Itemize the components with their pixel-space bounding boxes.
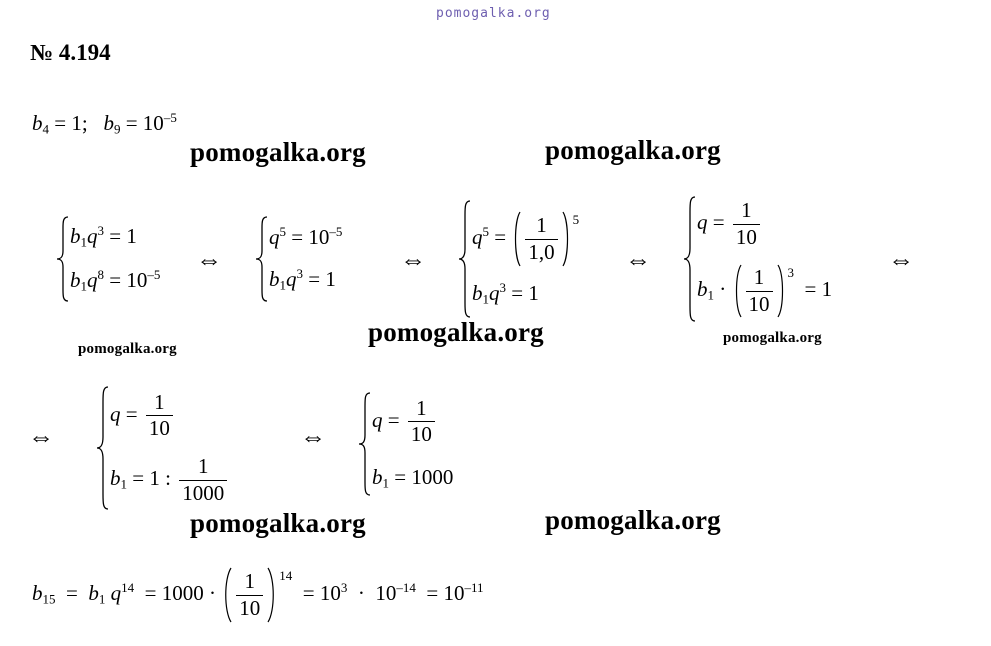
b-subscript: 1 [482, 291, 490, 307]
parenthesized-fraction [221, 566, 292, 624]
fraction-numerator: 1 [197, 454, 209, 478]
equation-row [110, 391, 230, 441]
equation-right: = 10 [109, 268, 148, 293]
fraction-denominator: 10 [236, 595, 263, 621]
q-symbol: q [110, 401, 121, 426]
q-symbol: q [87, 224, 98, 249]
b-index-4: 4 [42, 121, 50, 137]
fraction-numerator: 1 [753, 265, 765, 289]
fraction-denominator: 10 [733, 224, 760, 250]
b-subscript: 1 [80, 278, 88, 294]
q-exponent: 5 [279, 224, 287, 240]
fraction [733, 199, 760, 249]
given-line [32, 110, 177, 138]
power-exponent: 3 [787, 265, 795, 281]
fraction-numerator: 1 [741, 197, 752, 222]
b-symbol: b [70, 224, 81, 249]
equation-right: = 1 [109, 224, 137, 249]
left-paren-icon [221, 566, 233, 624]
system-rows [70, 223, 160, 294]
ten-power-3: = 10 [302, 580, 341, 605]
system-step-3 [458, 200, 579, 318]
exponent-minus-14: –14 [396, 579, 416, 595]
watermark: pomogalka.org [545, 505, 721, 535]
equivalence-symbol: ⇔ [400, 245, 426, 274]
equation-equals: = [387, 407, 400, 432]
equation-row [472, 280, 579, 308]
equation-row [70, 267, 160, 295]
equation-row [70, 223, 160, 251]
b-symbol-2: b [103, 111, 114, 136]
fraction-denominator: 10 [408, 421, 435, 447]
ten-power-minus14: 10 [375, 580, 397, 605]
system-rows [110, 391, 230, 505]
equals-sign: = [66, 580, 78, 605]
q-exponent: 3 [296, 266, 304, 282]
multiply-1000: = 1000 · [144, 580, 216, 605]
exponent: –5 [329, 224, 343, 240]
b-symbol: b [697, 276, 708, 301]
q-symbol: q [489, 281, 500, 306]
system-rows [269, 224, 342, 294]
fraction-denominator: 10 [146, 415, 173, 441]
q-symbol: q [110, 580, 122, 605]
system-step-4 [683, 196, 832, 322]
b-index-9: 9 [113, 121, 121, 137]
b-symbol: b [372, 464, 383, 489]
right-paren-icon [776, 263, 787, 319]
equation-row [697, 199, 832, 249]
equation-row [269, 224, 342, 250]
equivalence-symbol: ⇔ [888, 245, 914, 274]
b-subscript: 1 [279, 277, 287, 293]
power-exponent: 5 [572, 212, 580, 228]
equation-right: = 1000 [394, 464, 454, 489]
b1-subscript: 1 [98, 591, 106, 607]
b-symbol: b [269, 267, 280, 292]
watermark: pomogalka.org [190, 137, 366, 167]
watermark: pomogalka.org [545, 135, 721, 165]
equation-equals: = [125, 401, 138, 426]
fraction [525, 214, 557, 264]
brace-icon [458, 200, 472, 318]
right-paren-icon [266, 566, 278, 624]
exercise-number-label: № 4.194 [30, 40, 111, 65]
brace-icon [56, 216, 70, 302]
brace-icon [255, 216, 269, 302]
fraction-numerator: 1 [416, 395, 427, 420]
system-rows [372, 397, 453, 492]
b-subscript: 1 [382, 475, 390, 491]
q-exponent: 3 [97, 223, 105, 239]
fraction [746, 266, 773, 316]
exponent-minus-11: –11 [464, 579, 484, 595]
equation-row [372, 465, 453, 492]
left-paren-icon [732, 263, 743, 319]
equivalence-symbol: ⇔ [300, 422, 326, 451]
q-exponent: 5 [482, 223, 490, 239]
equation-right: = 1 [308, 267, 336, 292]
fraction [179, 455, 227, 505]
q-symbol: q [269, 225, 280, 250]
equation-row [697, 263, 832, 319]
parenthesized-fraction [732, 263, 795, 319]
fraction-numerator: 1 [536, 213, 547, 238]
final-result-line [32, 566, 484, 624]
q-exponent: 8 [97, 267, 105, 282]
equation-row [269, 266, 342, 294]
given-value-2: = 10 [125, 111, 164, 136]
given-exponent: –5 [163, 110, 177, 125]
left-paren-icon [511, 210, 522, 268]
system-rows [697, 199, 832, 319]
fraction [146, 391, 173, 441]
b-symbol: b [70, 268, 81, 293]
brace-icon [96, 386, 110, 510]
q-symbol: q [286, 267, 297, 292]
equation-right: = 1 [511, 281, 539, 306]
page-title [30, 40, 111, 66]
equivalence-symbol: ⇔ [28, 422, 54, 451]
power-exponent: 14 [279, 568, 293, 583]
equation-equals: = [494, 224, 507, 249]
watermark: pomogalka.org [723, 330, 822, 346]
right-paren-icon [561, 210, 572, 268]
equation-row [110, 455, 230, 505]
top-watermark: pomogalka.org [436, 6, 551, 21]
watermark: pomogalka.org [190, 508, 366, 538]
system-step-2 [255, 216, 342, 302]
system-step-6 [358, 392, 453, 496]
system-step-5 [96, 386, 230, 510]
b-subscript: 1 [80, 235, 88, 250]
multiplication-dot: · [719, 276, 727, 301]
result-ten: = 10 [426, 580, 465, 605]
q-exponent: 3 [499, 280, 507, 296]
b-subscript: 1 [120, 476, 128, 492]
fraction-numerator: 1 [154, 389, 165, 414]
q-exponent: 14 [121, 579, 135, 595]
fraction-denominator: 10 [746, 291, 773, 317]
fraction-numerator: 1 [244, 568, 255, 593]
equivalence-symbol: ⇔ [196, 245, 222, 274]
fraction [408, 397, 435, 447]
fraction [236, 570, 263, 620]
b-symbol: b [32, 111, 43, 136]
q-symbol: q [472, 224, 483, 249]
equation-right: = 10 [291, 225, 330, 250]
brace-icon [358, 392, 372, 496]
exponent-3: 3 [340, 579, 348, 595]
b-symbol: b [110, 465, 121, 490]
watermark: pomogalka.org [78, 341, 177, 357]
q-symbol: q [87, 268, 98, 293]
watermark: pomogalka.org [368, 317, 544, 347]
b-symbol: b [472, 281, 483, 306]
equation-row [472, 210, 579, 268]
b-subscript: 15 [42, 591, 56, 607]
b1-symbol: b [88, 580, 99, 605]
fraction-denominator: 1000 [179, 480, 227, 506]
given-value-1: = 1; [54, 111, 88, 136]
exponent: –5 [147, 267, 161, 282]
system-step-1 [56, 216, 160, 302]
equation-right: = 1 [804, 276, 833, 301]
equivalence-symbol: ⇔ [625, 245, 651, 274]
q-symbol: q [372, 407, 383, 432]
brace-icon [683, 196, 697, 322]
b-symbol: b [32, 580, 43, 605]
parenthesized-fraction [511, 210, 579, 268]
system-rows [472, 210, 579, 308]
b-subscript: 1 [707, 287, 715, 303]
equation-equals: = [712, 209, 725, 234]
multiplication-dot: · [357, 580, 365, 605]
equation-row [372, 397, 453, 447]
equation-equals: = 1 : [132, 465, 171, 490]
q-symbol: q [697, 209, 708, 234]
fraction-denominator: 1,0 [525, 239, 557, 265]
